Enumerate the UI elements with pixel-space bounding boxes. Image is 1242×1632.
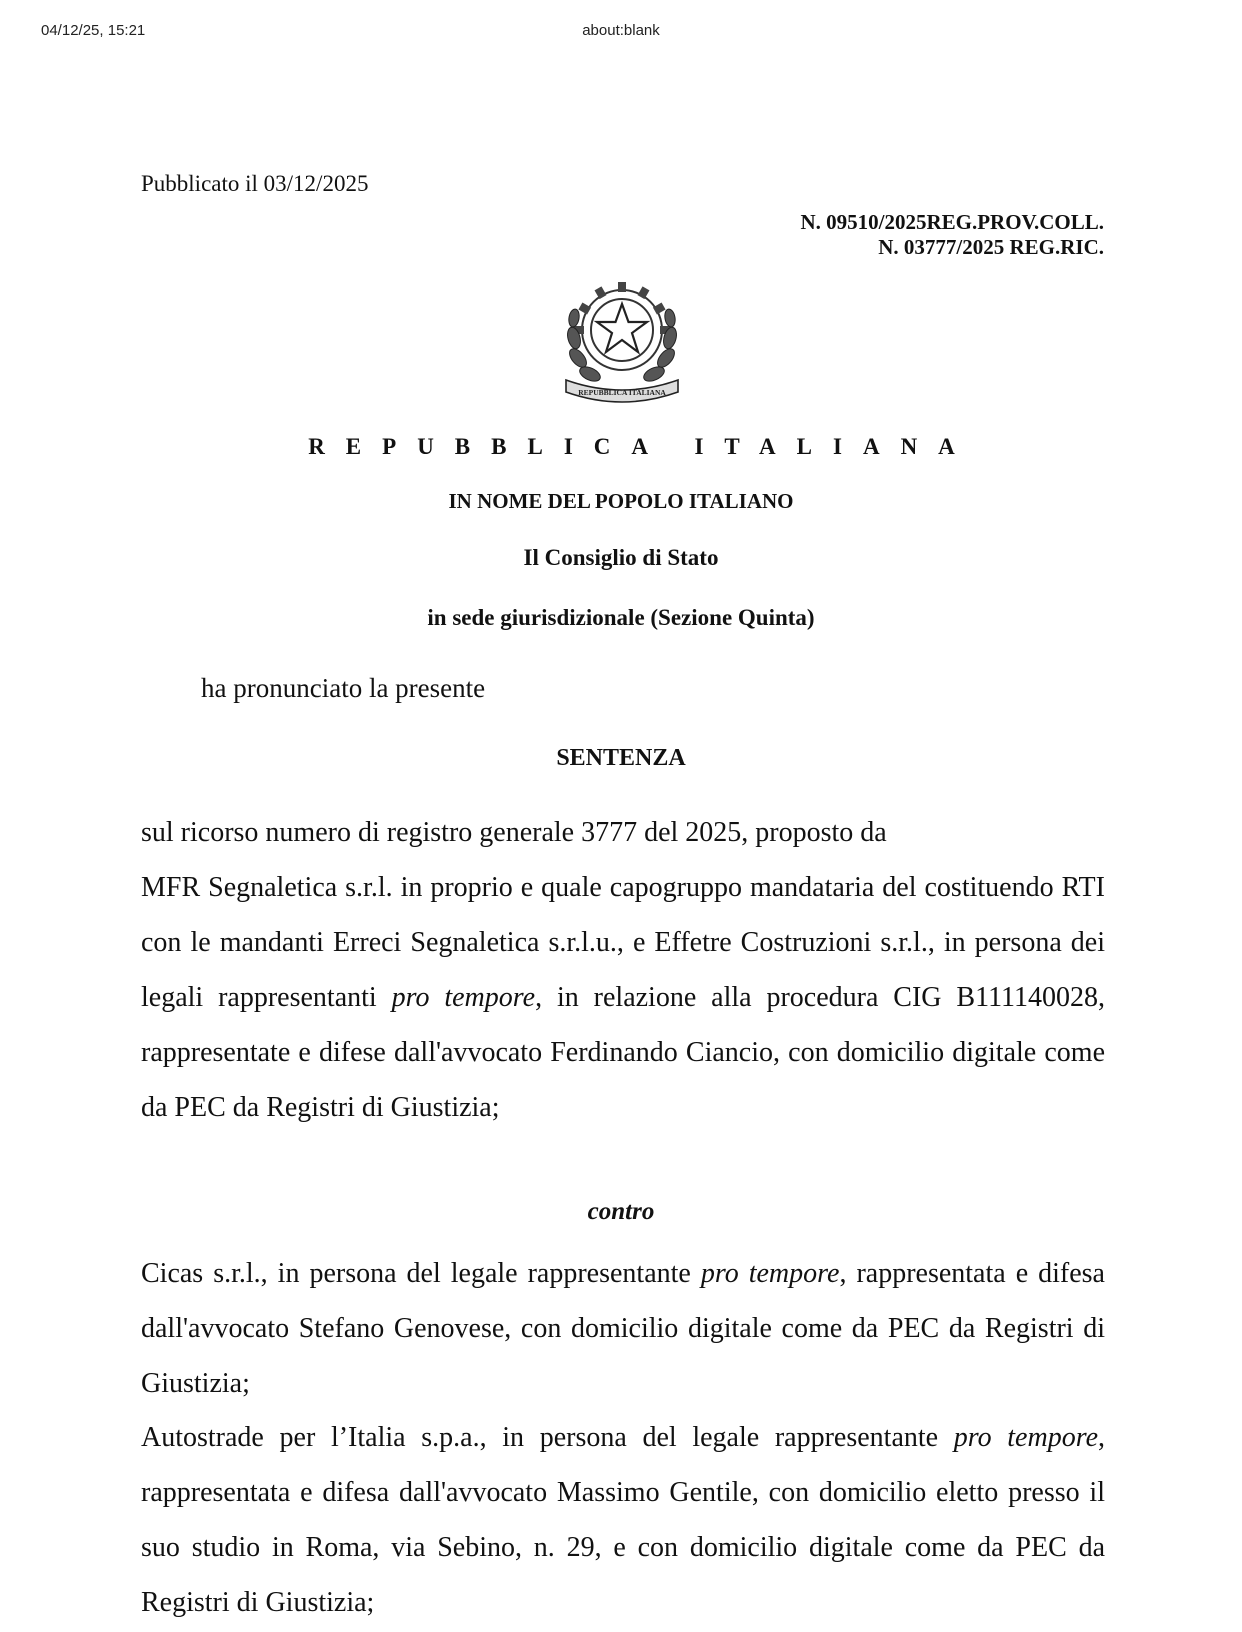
emblem-ribbon-text: REPUBBLICA ITALIANA [578, 388, 666, 397]
autostrade-paragraph [141, 1410, 1105, 1630]
print-header [0, 20, 1242, 44]
ricorso-intro: sul ricorso numero di registro generale 3777 del 2025, proposto da [141, 817, 887, 848]
cicas-italic: pro tempore [700, 1258, 840, 1289]
document-type: SENTENZA [556, 745, 686, 771]
ricorso-body-after: , in relazione alla procedura CIG B111140028, rappresentate e difese dall'avvocato Ferdinando Ciancio, con domicilio digitale come da PEC da Registri di Giustizia; [141, 982, 1105, 1123]
ricorso-body-before: MFR Segnaletica s.r.l. in proprio e quale capogruppo mandataria del costituendo RTI con le mandanti Erreci Segnaletica s.r.l.u., e Effetre Costruzioni s.r.l., in persona dei legali rappresentanti [141, 872, 1105, 1013]
pronunciato-line: ha pronunciato la presente [201, 673, 486, 703]
ref-reg-ric: N. 03777/2025 REG.RIC. [878, 235, 1104, 259]
cicas-before: Cicas s.r.l., in persona del legale rappresentante [141, 1258, 701, 1289]
print-datetime: 04/12/25, 15:21 [41, 22, 146, 39]
emblem-repubblica-italiana-icon [560, 268, 684, 408]
autostrade-italic: pro tempore [953, 1422, 1098, 1453]
court-name: Il Consiglio di Stato [523, 545, 719, 570]
ricorso-body-italic: pro tempore [391, 982, 536, 1013]
cicas-paragraph [141, 1246, 1105, 1411]
autostrade-before: Autostrade per l’Italia s.p.a., in persona del legale rappresentante [141, 1422, 954, 1453]
publication-date: Pubblicato il 03/12/2025 [141, 171, 369, 196]
popolo-line: IN NOME DEL POPOLO ITALIANO [448, 489, 794, 513]
contro-heading: contro [587, 1198, 655, 1225]
print-url: about:blank [582, 22, 660, 39]
ricorso-paragraph [141, 805, 1105, 1135]
ref-prov-coll: N. 09510/2025REG.PROV.COLL. [800, 210, 1104, 234]
autostrade-after: , rappresentata e difesa dall'avvocato Massimo Gentile, con domicilio eletto presso il suo studio in Roma, via Sebino, n. 29, e con domicilio digitale come da PEC da Registri di Giustizia; [141, 1422, 1105, 1618]
reference-numbers [800, 210, 1104, 260]
cicas-after: , rappresentata e difesa dall'avvocato Stefano Genovese, con domicilio digitale come da PEC da Registri di Giustizia; [141, 1258, 1105, 1399]
republic-title: REPUBBLICA ITALIANA [308, 434, 976, 459]
court-section: in sede giurisdizionale (Sezione Quinta) [427, 605, 815, 630]
